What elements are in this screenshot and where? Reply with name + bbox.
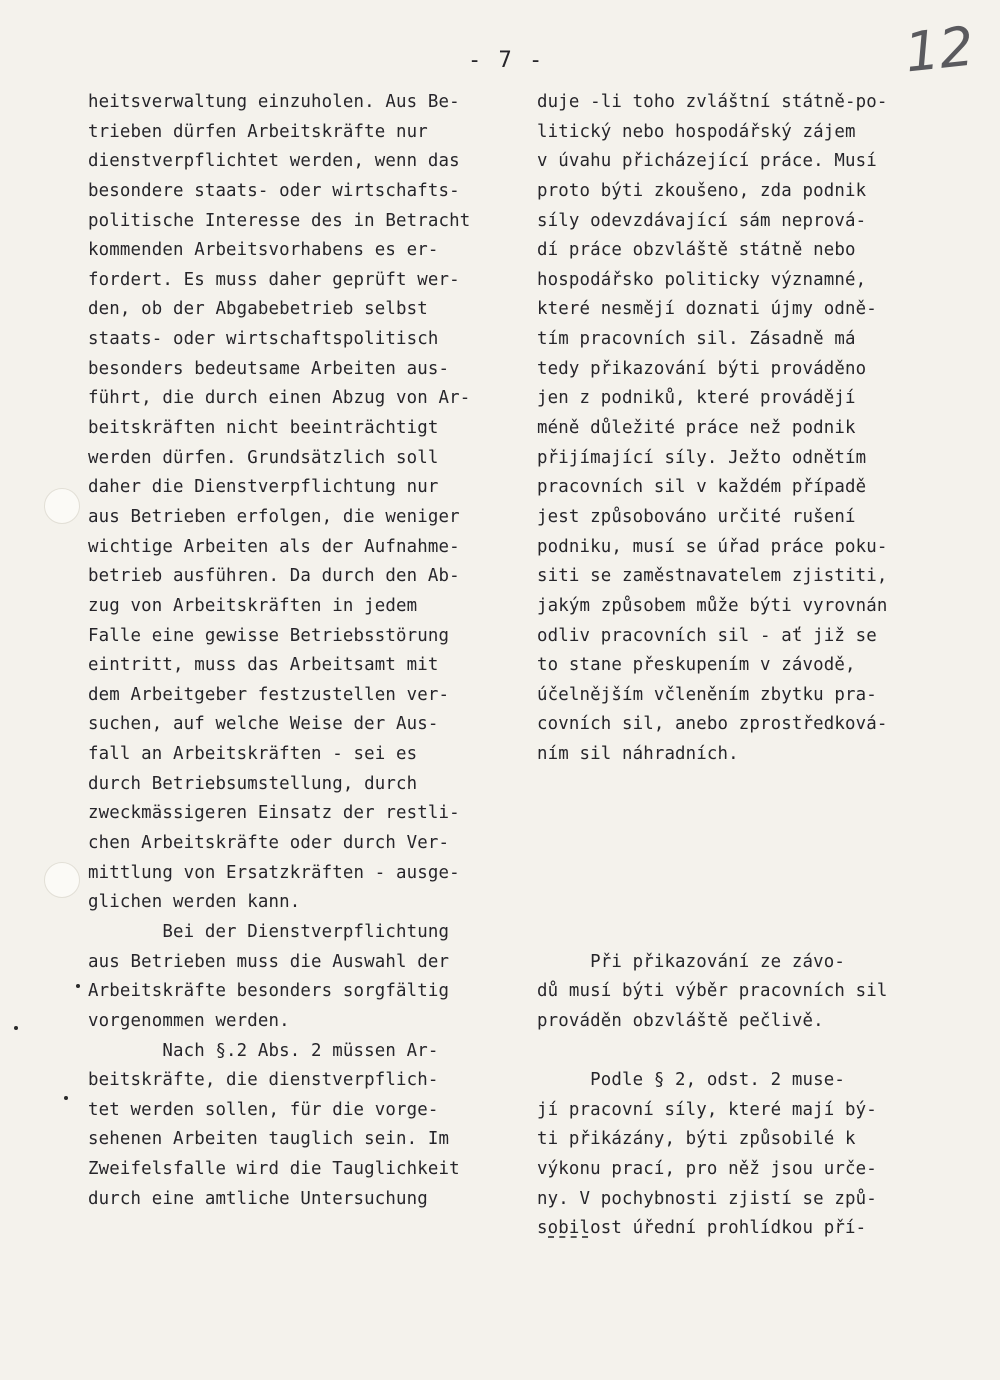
ink-speck	[14, 1026, 18, 1030]
text-line: ny. V pochybnosti zjistí se způ-	[537, 1188, 877, 1209]
text-line: méně důležité práce než podnik	[537, 418, 856, 439]
text-line	[537, 888, 957, 918]
text-line: siti se zaměstnavatelem zjistiti,	[537, 566, 888, 587]
text-line: ti přikázány, býti způsobilé k	[537, 1129, 856, 1150]
text-line: besondere staats- oder wirtschafts-	[88, 180, 460, 201]
czech-text-column	[537, 88, 957, 1244]
ink-speck	[76, 984, 80, 988]
page-number: - 7 -	[468, 48, 545, 73]
text-line: jen z podniků, které provádějí	[537, 388, 856, 409]
text-line: jest způsobováno určité rušení	[537, 506, 856, 527]
text-line: vorgenommen werden.	[88, 1010, 290, 1031]
text-line: sobilost úřední prohlídkou pří-	[537, 1218, 867, 1239]
text-line: sehenen Arbeiten tauglich sein. Im	[88, 1129, 450, 1150]
text-line: to stane přeskupením v závodě,	[537, 655, 856, 676]
text-line	[537, 770, 957, 800]
text-line: dienstverpflichtet werden, wenn das	[88, 151, 460, 172]
text-line: dí práce obzvláště státně nebo	[537, 240, 856, 261]
text-line: síly odevzdávající sám neprová-	[537, 210, 867, 231]
text-line	[537, 799, 957, 829]
text-line: durch Betriebsumstellung, durch	[88, 773, 418, 794]
text-line	[537, 918, 957, 948]
handwritten-folio-number: 12	[901, 14, 977, 85]
text-line: Arbeitskräfte besonders sorgfältig	[88, 981, 450, 1002]
text-line: aus Betrieben muss die Auswahl der	[88, 951, 450, 972]
text-line: trieben dürfen Arbeitskräfte nur	[88, 121, 428, 142]
text-line: ním sil náhradních.	[537, 744, 739, 765]
german-text-column	[88, 88, 528, 1214]
text-line: Zweifelsfalle wird die Tauglichkeit	[88, 1159, 460, 1180]
text-line: kommenden Arbeitsvorhabens es er-	[88, 240, 439, 261]
text-line: hospodářsko politicky významné,	[537, 269, 867, 290]
text-line: Nach §.2 Abs. 2 müssen Ar-	[88, 1040, 439, 1061]
text-line: pracovních sil v každém případě	[537, 477, 867, 498]
text-line: podniku, musí se úřad práce poku-	[537, 536, 888, 557]
text-line: tedy přikazování býti prováděno	[537, 358, 867, 379]
text-line: dů musí býti výběr pracovních sil	[537, 981, 888, 1002]
text-line: Podle § 2, odst. 2 muse-	[537, 1070, 845, 1091]
text-line: odliv pracovních sil - ať již se	[537, 625, 877, 646]
text-line: den, ob der Abgabebetrieb selbst	[88, 299, 428, 320]
text-line: chen Arbeitskräfte oder durch Ver-	[88, 833, 450, 854]
text-line: aus Betrieben erfolgen, die weniger	[88, 506, 460, 527]
text-line: fordert. Es muss daher geprüft wer-	[88, 269, 460, 290]
text-line: zweckmässigeren Einsatz der restli-	[88, 803, 460, 824]
text-line: wichtige Arbeiten als der Aufnahme-	[88, 536, 460, 557]
text-line: přijímající síly. Ježto odnětím	[537, 447, 867, 468]
text-line: tet werden sollen, für die vorge-	[88, 1099, 439, 1120]
text-line: v úvahu přicházející práce. Musí	[537, 151, 877, 172]
text-line	[537, 859, 957, 889]
text-line: beitskräfte, die dienstverpflich-	[88, 1070, 439, 1091]
text-line: covních sil, anebo zprostředková-	[537, 714, 888, 735]
text-line: betrieb ausführen. Da durch den Ab-	[88, 566, 460, 587]
text-line	[537, 1037, 957, 1067]
text-line: beitskräften nicht beeinträchtigt	[88, 418, 439, 439]
text-line: glichen werden kann.	[88, 892, 301, 913]
text-line: dem Arbeitgeber festzustellen ver-	[88, 684, 450, 705]
text-line: Falle eine gewisse Betriebsstörung	[88, 625, 450, 646]
text-line: werden dürfen. Grundsätzlich soll	[88, 447, 439, 468]
text-line	[537, 829, 957, 859]
text-line: prováděn obzvláště pečlivě.	[537, 1010, 824, 1031]
text-line: zug von Arbeitskräften in jedem	[88, 595, 418, 616]
text-line: litický nebo hospodářský zájem	[537, 121, 856, 142]
text-line: besonders bedeutsame Arbeiten aus-	[88, 358, 450, 379]
text-line: heitsverwaltung einzuholen. Aus Be-	[88, 92, 460, 112]
text-line: daher die Dienstverpflichtung nur	[88, 477, 439, 498]
text-line: Bei der Dienstverpflichtung	[88, 921, 450, 942]
text-line: duje -li toho zvláštní státně-po-	[537, 92, 888, 112]
continuation-dashes	[548, 1236, 588, 1238]
text-line: účelnějším včleněním zbytku pra-	[537, 684, 877, 705]
text-line: proto býti zkoušeno, zda podnik	[537, 180, 867, 201]
text-line: staats- oder wirtschaftspolitisch	[88, 329, 439, 350]
punch-hole-top	[44, 488, 80, 524]
ink-speck	[64, 1096, 68, 1100]
text-line: tím pracovních sil. Zásadně má	[537, 329, 856, 350]
punch-hole-bottom	[44, 862, 80, 898]
text-line: eintritt, muss das Arbeitsamt mit	[88, 655, 439, 676]
text-line: politische Interesse des in Betracht	[88, 210, 471, 231]
text-line: jí pracovní síly, které mají bý-	[537, 1099, 877, 1120]
text-line: Při přikazování ze závo-	[537, 951, 845, 972]
text-line: výkonu prací, pro něž jsou urče-	[537, 1159, 877, 1180]
text-line: durch eine amtliche Untersuchung	[88, 1188, 428, 1209]
text-line: jakým způsobem může býti vyrovnán	[537, 595, 888, 616]
text-line: führt, die durch einen Abzug von Ar-	[88, 388, 471, 409]
text-line: suchen, auf welche Weise der Aus-	[88, 714, 439, 735]
text-line: které nesmějí doznati újmy odně-	[537, 299, 877, 320]
text-line: mittlung von Ersatzkräften - ausge-	[88, 862, 460, 883]
text-line: fall an Arbeitskräften - sei es	[88, 744, 418, 765]
